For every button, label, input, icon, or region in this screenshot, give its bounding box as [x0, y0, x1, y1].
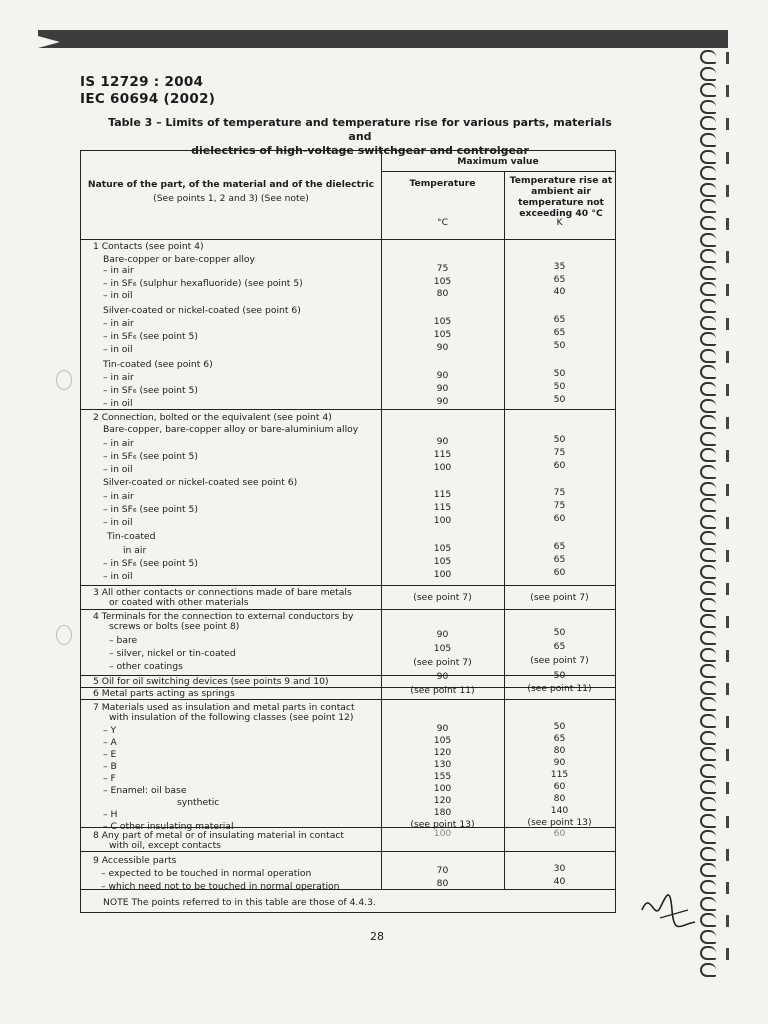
binding-slot	[726, 417, 729, 429]
binding-ring	[700, 913, 716, 927]
row-label: – in oil	[103, 398, 133, 409]
binding-slot	[726, 251, 729, 263]
binding-ring	[700, 681, 716, 695]
binding-slot	[726, 152, 729, 164]
row7-temperature-rise: 80	[553, 745, 566, 756]
row-label: Silver-coated or nickel-coated see point 6)	[103, 477, 298, 488]
scan-edge-bar	[38, 30, 728, 48]
row-temperature-rise: 75	[553, 487, 566, 498]
page-number: 28	[370, 930, 384, 943]
row4-temp-3: (see point 7)	[413, 657, 472, 668]
row4-temp-1: 90	[436, 629, 449, 640]
row7-temperature-rise: 60	[553, 781, 566, 792]
row5-text: 5 Oil for oil switching devices (see points 9 and 10)	[93, 676, 329, 687]
binding-slot	[726, 948, 729, 960]
row-temperature: 105	[433, 329, 452, 340]
row9-temp-2: 80	[436, 878, 449, 889]
binding-ring	[700, 50, 716, 64]
row8-rise: 60	[553, 828, 566, 839]
row-label: Tin-coated (see point 6)	[103, 359, 213, 370]
binding-ring	[700, 863, 716, 877]
binding-slot	[726, 915, 729, 927]
row-label: – in oil	[103, 464, 133, 475]
row3-temp: (see point 7)	[413, 592, 472, 603]
binding-ring	[700, 282, 716, 296]
row-temperature: 90	[436, 383, 449, 394]
binding-slot	[726, 484, 729, 496]
binding-ring	[700, 83, 716, 97]
binding-ring	[700, 249, 716, 263]
binding-slot	[726, 716, 729, 728]
unit-celsius: °C	[436, 217, 448, 228]
row7-item: – E	[103, 749, 117, 760]
row-temperature: 90	[436, 342, 449, 353]
header-rule-1	[381, 171, 615, 172]
row7-temperature: 130	[433, 759, 452, 770]
row7-temperature-rise: (see point 13)	[527, 817, 592, 828]
nature-subheader: (See points 1, 2 and 3) (See note)	[153, 193, 309, 204]
row-label: – in air	[103, 318, 134, 329]
row-temperature-rise: 50	[553, 381, 566, 392]
row-temperature: 90	[436, 396, 449, 407]
row-temperature-rise: 50	[553, 434, 566, 445]
row3-line2: or coated with other materials	[109, 597, 249, 608]
row7-temperature: 180	[433, 807, 452, 818]
binding-slot	[726, 52, 729, 64]
binding-ring	[700, 216, 716, 230]
row7-temperature-rise: 50	[553, 721, 566, 732]
row7-item: – H	[103, 809, 118, 820]
binding-ring	[700, 150, 716, 164]
punch-hole-mark-2	[56, 625, 72, 645]
row7-temperature: 120	[433, 795, 452, 806]
row-temperature-rise: 65	[553, 314, 566, 325]
row8-line1: 8 Any part of metal or of insulating material in contact	[93, 830, 345, 841]
row-temperature: 80	[436, 288, 449, 299]
row-temperature: 75	[436, 263, 449, 274]
binding-slot	[726, 849, 729, 861]
row-label: – in oil	[103, 571, 133, 582]
binding-slot	[726, 683, 729, 695]
binding-ring	[700, 814, 716, 828]
row-temperature: 105	[433, 556, 452, 567]
row-temperature: 115	[433, 502, 452, 513]
temperature-header: Temperature	[409, 178, 476, 189]
row4-item-1: – bare	[109, 635, 138, 646]
row7-item: synthetic	[177, 797, 220, 808]
row7-item: – A	[103, 737, 117, 748]
row-label: – in SF₆ (see point 5)	[103, 385, 198, 396]
row7-temperature-rise: 90	[553, 757, 566, 768]
binding-ring	[700, 631, 716, 645]
binding-ring	[700, 448, 716, 462]
binding-ring	[700, 548, 716, 562]
row7-item: – F	[103, 773, 116, 784]
scan-edge-notch	[38, 36, 60, 48]
row-label: – in SF₆ (see point 5)	[103, 558, 198, 569]
binding-ring	[700, 963, 716, 977]
spiral-binding	[700, 50, 740, 980]
binding-ring	[700, 116, 716, 130]
row-temperature-rise: 65	[553, 327, 566, 338]
row-temperature-rise: 35	[553, 261, 566, 272]
binding-ring	[700, 67, 716, 81]
binding-slot	[726, 450, 729, 462]
row-temperature-rise: 60	[553, 567, 566, 578]
row-label: Bare-copper, bare-copper alloy or bare-aluminium alloy	[103, 424, 359, 435]
row7-temperature: 100	[433, 783, 452, 794]
row-temperature-rise: 65	[553, 274, 566, 285]
punch-hole-mark	[56, 370, 72, 390]
row4-rise-1: 50	[553, 627, 566, 638]
row3-rise: (see point 7)	[530, 592, 589, 603]
row-label: – in oil	[103, 517, 133, 528]
binding-ring	[700, 465, 716, 479]
binding-ring	[700, 233, 716, 247]
row7-temperature: 105	[433, 735, 452, 746]
binding-ring	[700, 515, 716, 529]
row-temperature-rise: 65	[553, 554, 566, 565]
nature-header: Nature of the part, of the material and of the dielectric	[87, 179, 375, 190]
unit-kelvin: K	[556, 217, 563, 228]
row-temperature-rise: 40	[553, 286, 566, 297]
row7-item: – B	[103, 761, 117, 772]
row-temperature: 90	[436, 370, 449, 381]
row6-text: 6 Metal parts acting as springs	[93, 688, 235, 699]
binding-ring	[700, 100, 716, 114]
row-label: – in SF₆ (see point 5)	[103, 331, 198, 342]
binding-ring	[700, 697, 716, 711]
row-label: Bare-copper or bare-copper alloy	[103, 254, 255, 265]
row-label: – in air	[103, 438, 134, 449]
binding-slot	[726, 550, 729, 562]
binding-ring	[700, 897, 716, 911]
row4-line2: screws or bolts (see point 8)	[109, 621, 240, 632]
row-temperature: 115	[433, 449, 452, 460]
binding-ring	[700, 332, 716, 346]
binding-ring	[700, 531, 716, 545]
row-rule-9	[81, 851, 615, 852]
binding-slot	[726, 749, 729, 761]
row7-temperature-rise: 65	[553, 733, 566, 744]
row4-item-3: – other coatings	[109, 661, 183, 672]
row7-temperature: 120	[433, 747, 452, 758]
row-label: – in air	[103, 265, 134, 276]
limits-table	[80, 150, 616, 913]
binding-slot	[726, 284, 729, 296]
binding-slot	[726, 616, 729, 628]
binding-ring	[700, 747, 716, 761]
row7-item: – Enamel: oil base	[103, 785, 187, 796]
binding-ring	[700, 432, 716, 446]
row-label: Tin-coated	[107, 531, 156, 542]
row-temperature: 105	[433, 276, 452, 287]
binding-ring	[700, 349, 716, 363]
header-rule-2	[81, 239, 615, 240]
row-temperature-rise: 50	[553, 368, 566, 379]
row8-temp: 100	[433, 828, 452, 839]
binding-ring	[700, 482, 716, 496]
row4-rise-2: 65	[553, 641, 566, 652]
binding-slot	[726, 318, 729, 330]
binding-ring	[700, 316, 716, 330]
row-temperature-rise: 75	[553, 447, 566, 458]
binding-slot	[726, 517, 729, 529]
row6-rise: (see point 11)	[527, 683, 592, 694]
binding-slot	[726, 85, 729, 97]
temp-rise-header: Temperature rise at ambient air temperature not exceeding 40 °C	[509, 175, 613, 219]
row-label: – in SF₆ (see point 5)	[103, 504, 198, 515]
binding-slot	[726, 650, 729, 662]
binding-ring	[700, 415, 716, 429]
binding-ring	[700, 133, 716, 147]
binding-slot	[726, 384, 729, 396]
row-rule-7	[81, 699, 615, 700]
binding-ring	[700, 946, 716, 960]
row-label: – in SF₆ (sulphur hexafluoride) (see point 5)	[103, 278, 303, 289]
row9-item-1: – expected to be touched in normal operation	[101, 868, 312, 879]
binding-ring	[700, 183, 716, 197]
row-label: Silver-coated or nickel-coated (see point 6)	[103, 305, 301, 316]
row-temperature-rise: 60	[553, 513, 566, 524]
row7-line1: 7 Materials used as insulation and metal parts in contact	[93, 702, 355, 713]
row-temperature: 115	[433, 489, 452, 500]
row3-line1: 3 All other contacts or connections made of bare metals	[93, 587, 352, 598]
binding-ring	[700, 764, 716, 778]
row6-temp: (see point 11)	[410, 685, 475, 696]
row-temperature-rise: 75	[553, 500, 566, 511]
binding-ring	[700, 299, 716, 313]
row-temperature: 100	[433, 569, 452, 580]
standard-number: IS 12729 : 2004	[80, 74, 204, 90]
row7-item: – C other insulating material	[103, 821, 234, 832]
row-label: 2 Connection, bolted or the equivalent (see point 4)	[93, 412, 332, 423]
binding-ring	[700, 714, 716, 728]
row-label: 1 Contacts (see point 4)	[93, 241, 204, 252]
row-temperature: 100	[433, 515, 452, 526]
binding-slot	[726, 583, 729, 595]
binding-slot	[726, 351, 729, 363]
binding-ring	[700, 365, 716, 379]
handwritten-initials	[640, 880, 700, 930]
binding-ring	[700, 199, 716, 213]
binding-ring	[700, 581, 716, 595]
row-label: – in air	[103, 491, 134, 502]
row7-temperature: (see point 13)	[410, 819, 475, 830]
row-label: – in oil	[103, 344, 133, 355]
row-label: – in air	[103, 372, 134, 383]
binding-ring	[700, 830, 716, 844]
binding-ring	[700, 797, 716, 811]
binding-ring	[700, 166, 716, 180]
row5-temp: 90	[436, 671, 449, 682]
row-rule-2	[81, 409, 615, 410]
row-temperature-rise: 60	[553, 460, 566, 471]
row9-temp-1: 70	[436, 865, 449, 876]
row-temperature-rise: 50	[553, 394, 566, 405]
row-temperature: 90	[436, 436, 449, 447]
binding-ring	[700, 598, 716, 612]
binding-ring	[700, 930, 716, 944]
row4-temp-2: 105	[433, 643, 452, 654]
binding-ring	[700, 498, 716, 512]
row7-temperature: 90	[436, 723, 449, 734]
binding-ring	[700, 382, 716, 396]
binding-ring	[700, 266, 716, 280]
binding-slot	[726, 218, 729, 230]
row5-rise: 50	[553, 670, 566, 681]
binding-slot	[726, 882, 729, 894]
row-temperature: 105	[433, 543, 452, 554]
row7-line2: with insulation of the following classes (see point 12)	[109, 712, 354, 723]
binding-slot	[726, 782, 729, 794]
row9-item-2: – which need not to be touched in normal operation	[101, 881, 340, 892]
row7-item: – Y	[103, 725, 117, 736]
row-temperature: 100	[433, 462, 452, 473]
row7-temperature: 155	[433, 771, 452, 782]
row-label: – in SF₆ (see point 5)	[103, 451, 198, 462]
binding-ring	[700, 614, 716, 628]
row7-temperature-rise: 115	[550, 769, 569, 780]
row-rule-4	[81, 609, 615, 610]
caption-line-1: Table 3 – Limits of temperature and temperature rise for various parts, materials and	[108, 116, 612, 143]
row9-rise-1: 30	[553, 863, 566, 874]
binding-ring	[700, 780, 716, 794]
iec-reference: IEC 60694 (2002)	[80, 91, 216, 107]
binding-slot	[726, 118, 729, 130]
binding-slot	[726, 185, 729, 197]
binding-ring	[700, 648, 716, 662]
binding-ring	[700, 880, 716, 894]
row-temperature-rise: 65	[553, 541, 566, 552]
row7-temperature-rise: 140	[550, 805, 569, 816]
row-label: – in oil	[103, 290, 133, 301]
binding-ring	[700, 664, 716, 678]
row-label: in air	[123, 545, 147, 556]
row-rule-3	[81, 585, 615, 586]
row-temperature: 105	[433, 316, 452, 327]
binding-slot	[726, 816, 729, 828]
binding-ring	[700, 565, 716, 579]
row9-rise-2: 40	[553, 876, 566, 887]
max-value-header: Maximum value	[457, 156, 539, 167]
binding-ring	[700, 399, 716, 413]
row9-line1: 9 Accessible parts	[93, 855, 177, 866]
binding-ring	[700, 847, 716, 861]
row7-temperature-rise: 80	[553, 793, 566, 804]
row4-rise-3: (see point 7)	[530, 655, 589, 666]
row8-line2: with oil, except contacts	[109, 840, 221, 851]
row4-line1: 4 Terminals for the connection to external conductors by	[93, 611, 354, 622]
row-temperature-rise: 50	[553, 340, 566, 351]
row4-item-2: – silver, nickel or tin-coated	[109, 648, 236, 659]
table-note: NOTE The points referred to in this table are those of 4.4.3.	[103, 897, 376, 908]
caption-line-2: dielectrics of high-voltage switchgear and controlgear	[191, 144, 529, 157]
binding-ring	[700, 731, 716, 745]
